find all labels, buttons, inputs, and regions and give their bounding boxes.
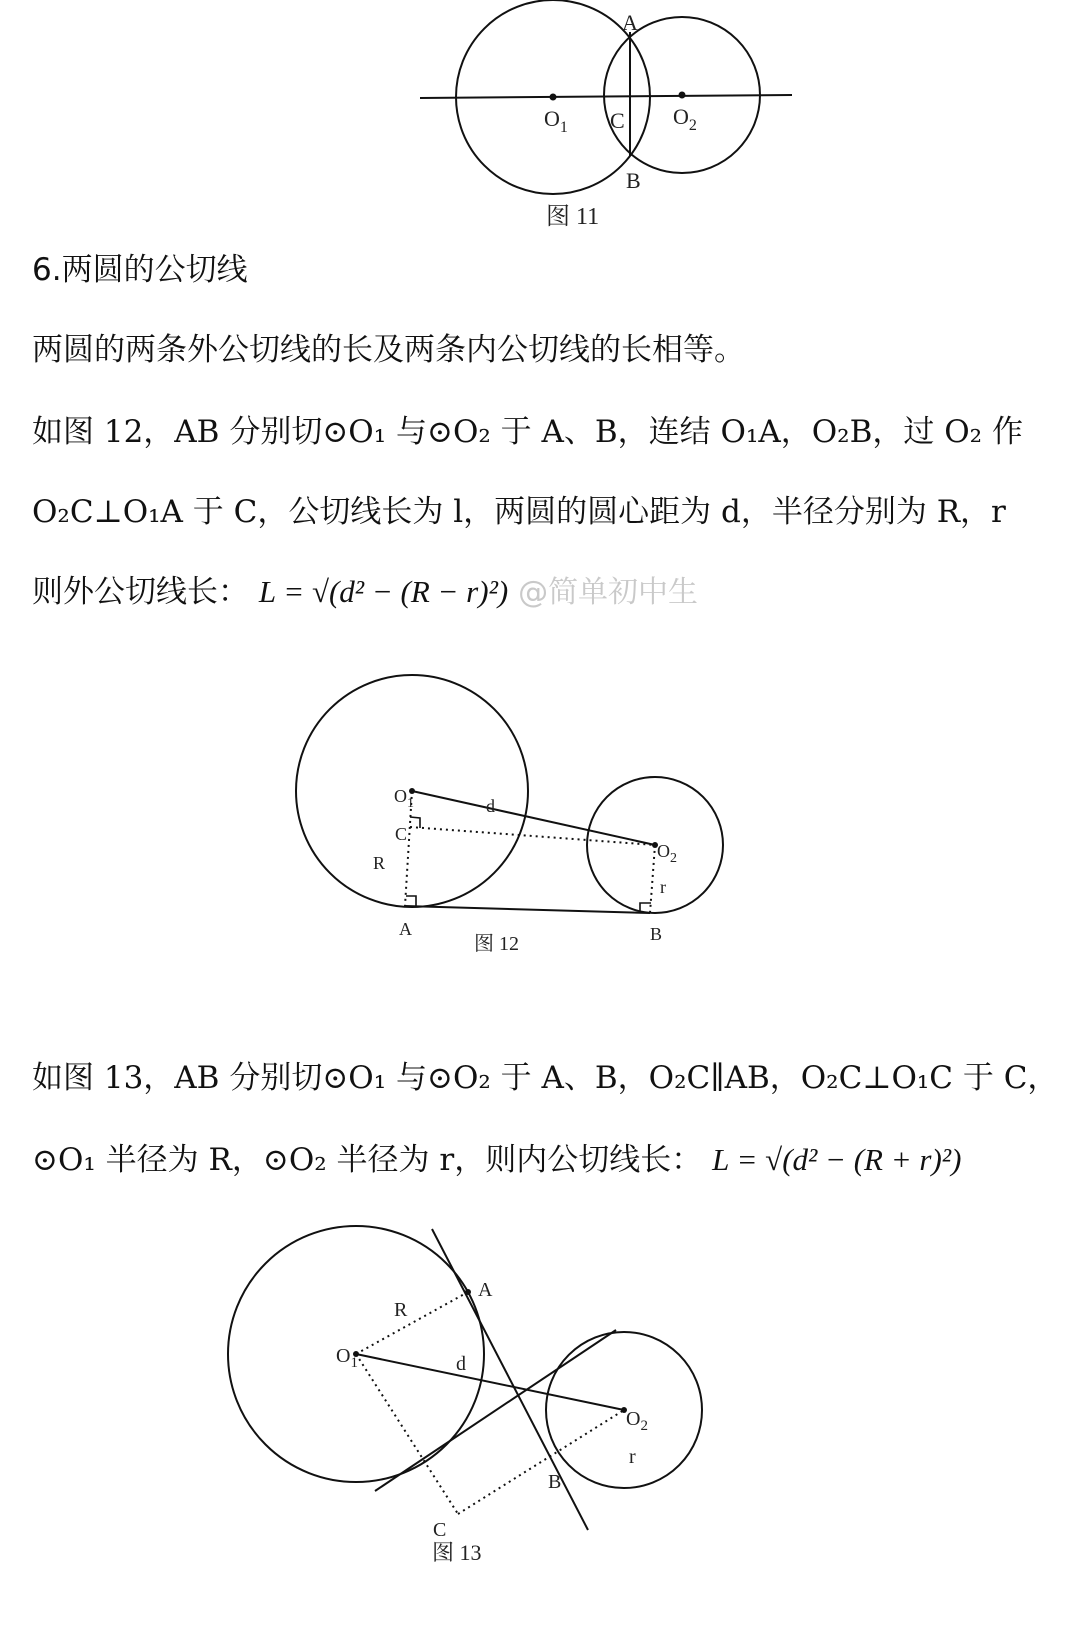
right-angle-a (406, 896, 416, 906)
paragraph-6 (32, 1140, 961, 1180)
label-o2: $O_2$ (657, 841, 677, 866)
internal-tangent-2 (375, 1330, 616, 1491)
center-dot-o1 (409, 788, 415, 794)
label-c: C (610, 108, 625, 133)
label-a: A (622, 10, 638, 35)
radius-o1a (356, 1292, 468, 1354)
segment-o2c (458, 1410, 624, 1514)
figure-12 (0, 660, 1080, 970)
label-d: d (456, 1353, 466, 1375)
figure-11-caption: 图 11 (546, 204, 600, 230)
paragraph-4 (32, 572, 698, 613)
section-heading: 6.两圆的公切线 (32, 252, 248, 288)
point-a-dot (465, 1289, 471, 1295)
label-b: B (626, 168, 641, 193)
center-dot-o2 (679, 92, 686, 99)
paragraph-5: 如图 13，AB 分别切⊙O₁ 与⊙O₂ 于 A、B，O₂C∥AB，O₂C⊥O₁C 于 C， (32, 1060, 1059, 1096)
internal-tangent-formula: L = √(d² − (R + r)²) (712, 1142, 962, 1177)
label-r-big: R (373, 853, 386, 873)
internal-tangent-prefix: ⊙O₁ 半径为 R，⊙O₂ 半径为 r，则内公切线长： (32, 1142, 703, 1178)
label-a: A (399, 919, 412, 939)
internal-tangent-ab (432, 1229, 588, 1530)
figure-11 (0, 0, 1080, 240)
external-tangent-formula: L = √(d² − (R − r)²) (258, 574, 509, 609)
center-distance-line (356, 1354, 624, 1410)
label-o1: $O_1$ (336, 1345, 358, 1371)
paragraph-2: 如图 12，AB 分别切⊙O₁ 与⊙O₂ 于 A、B，连结 O₁A，O₂B，过 O₂ 作 (32, 414, 1023, 450)
label-c: C (433, 1519, 447, 1541)
figure-13-caption: 图 13 (432, 1540, 482, 1565)
label-a: A (478, 1279, 493, 1301)
segment-o1c (356, 1354, 458, 1514)
label-o1: $O_1$ (394, 786, 414, 811)
label-r-small: r (629, 1446, 636, 1468)
watermark: @简单初中生 (518, 575, 699, 610)
label-r-small: r (660, 877, 666, 897)
paragraph-3: O₂C⊥O₁A 于 C，公切线长为 l，两圆的圆心距为 d，半径分别为 R，r (32, 494, 1006, 530)
label-b: B (548, 1471, 562, 1493)
label-r-big: R (394, 1299, 408, 1321)
label-c: C (395, 824, 408, 844)
paragraph-1: 两圆的两条外公切线的长及两条内公切线的长相等。 (32, 332, 745, 368)
figure-13 (0, 1215, 1080, 1643)
label-d: d (486, 796, 495, 816)
center-line (420, 95, 792, 98)
external-tangent-prefix: 则外公切线长： (32, 574, 249, 610)
center-distance-line (412, 791, 655, 845)
external-tangent (405, 906, 650, 913)
figure-12-caption: 图 12 (474, 933, 519, 955)
label-o2: $O_2$ (626, 1408, 648, 1434)
center-dot-o1 (550, 94, 557, 101)
label-o1: $O_1$ (544, 106, 568, 136)
label-b: B (650, 924, 663, 944)
label-o2: $O_2$ (673, 104, 697, 134)
